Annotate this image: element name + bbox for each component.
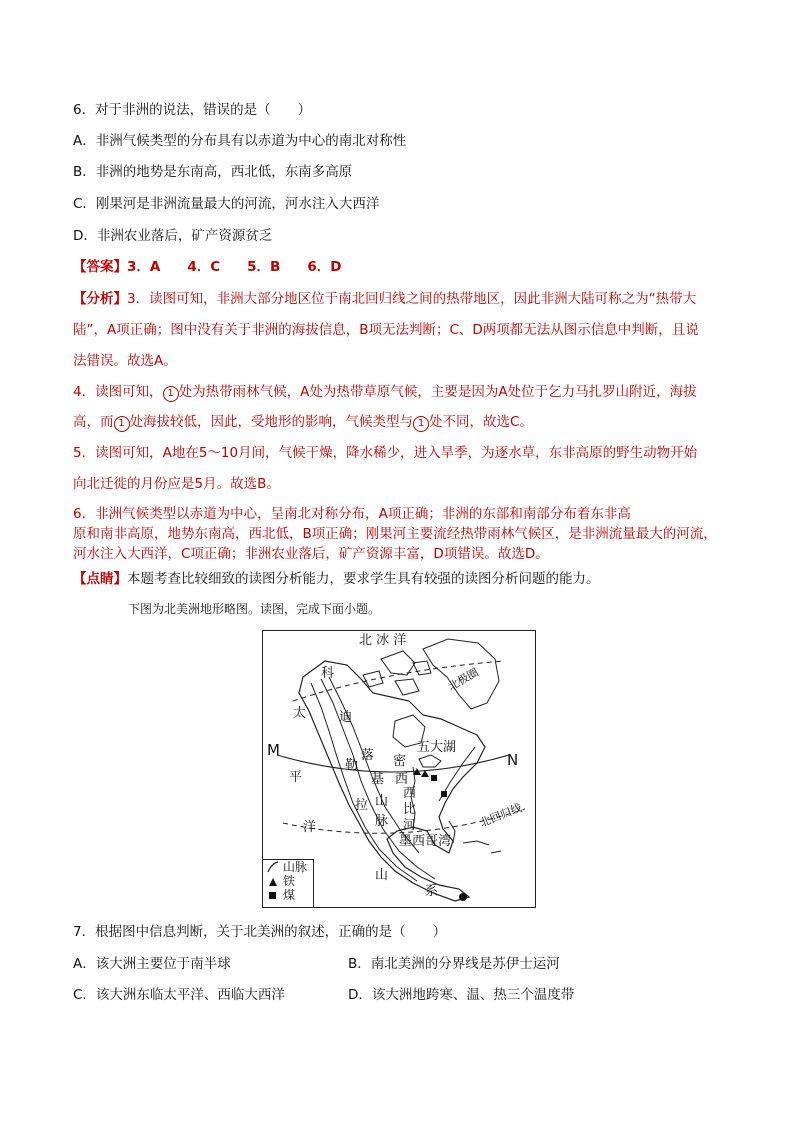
- great-lakes-shape: [419, 755, 441, 767]
- label-pacific-2: 平: [289, 770, 303, 785]
- arctic-islands-outline: [363, 651, 431, 695]
- q6-stem: 6．对于非洲的说法，错误的是（ ）: [73, 102, 312, 118]
- answer-text: 3．A 4．C 5．B 6．D: [127, 259, 342, 275]
- q7-option-c: C．该大洲东临太平洋、西临大西洋: [73, 987, 285, 1003]
- q6-option-d: D．非洲农业落后，矿产资源贫乏: [73, 228, 273, 244]
- label-arctic-circle: 北极圈: [445, 665, 481, 694]
- legend-iron: [263, 874, 313, 888]
- analysis-p6-l3: 河水注入大西洋，C项正确；非洲农业落后，矿产资源丰富，D项错误。故选D。: [73, 546, 549, 562]
- analysis-p3-l2: 陆”，A项正确；图中没有关于非洲的海拔信息，B项无法判断；C、D两项都无法从图示信息中判断，且说: [73, 322, 699, 338]
- north-america-terrain-map: [262, 630, 536, 908]
- legend-coal-label: 煤: [283, 888, 296, 902]
- label-mai: 脉: [375, 814, 389, 829]
- label-bi: 比: [403, 802, 417, 817]
- analysis-p4-l1: [73, 382, 697, 402]
- q7-stem: 7．根据图中信息判断，关于北美洲的叙述，正确的是（ ）: [73, 924, 447, 940]
- q7-option-d: D．该大洲地跨寒、温、热三个温度带: [348, 987, 575, 1003]
- mountain-icon: [266, 861, 280, 873]
- label-xi-1: 西: [395, 772, 409, 787]
- circled-number-marker: 1: [413, 416, 429, 432]
- label-ji: 基: [371, 772, 385, 787]
- map-legend: [263, 859, 314, 907]
- label-le: 勒: [345, 758, 359, 773]
- legend-iron-label: 铁: [283, 874, 296, 888]
- square-icon: [268, 891, 282, 903]
- q6-option-a: A．非洲气候类型的分布具有以赤道为中心的南北对称性: [73, 133, 407, 149]
- coal-marker: [459, 893, 467, 901]
- label-di: 迪: [339, 710, 353, 725]
- circled-number-marker: 1: [114, 416, 130, 432]
- label-la: 拉: [355, 798, 369, 813]
- analysis-p6-l1: 6．非洲气候类型以赤道为中心，呈南北对称分布，A项正确；非洲的东部和南部分布着东非高: [73, 506, 631, 522]
- label-pacific-1: 太: [293, 706, 307, 721]
- q6-option-b: B．非洲的地势是东南高，西北低，东南多高原: [73, 164, 353, 180]
- label-shan-2: 山: [375, 868, 389, 883]
- caribbean-islands: [463, 841, 501, 853]
- answer-line: [73, 257, 341, 277]
- analysis-p4-l1a: 4．读图可知，: [73, 384, 163, 400]
- coal-marker: [441, 791, 447, 797]
- analysis-p4-l2a: 高，而: [73, 414, 114, 430]
- label-shan-1: 山: [375, 794, 389, 809]
- comment-tag: 【点睛】: [73, 571, 127, 587]
- label-xi-2: 西: [403, 786, 417, 801]
- comment-line: [73, 569, 600, 589]
- label-arctic-ocean: 北 冰 洋: [359, 633, 407, 648]
- label-ke: 科: [321, 666, 335, 681]
- map-caption: 下图为北美洲地形略图。读图，完成下面小题。: [128, 602, 381, 616]
- analysis-p3-l1: 3．读图可知，非洲大部分地区位于南北回归线之间的热带地区，因此非洲大陆可称之为“热带大: [127, 291, 697, 307]
- analysis-p5-l1: 5．读图可知，A地在5～10月间，气候干燥，降水稀少，进入旱季，为逐水草，东非高原的野生动物开始: [73, 445, 698, 461]
- continent-outline: [299, 661, 485, 901]
- analysis-p4-l2: [73, 412, 533, 432]
- analysis-line-1: [73, 289, 696, 309]
- q6-option-c: C．刚果河是非洲流量最大的河流，河水注入大西洋: [73, 196, 380, 212]
- comment-text: 本题考查比较细致的读图分析能力，要求学生具有较强的读图分析问题的能力。: [127, 571, 600, 587]
- coal-marker: [431, 775, 437, 781]
- label-mi: 密: [393, 754, 407, 769]
- answer-tag: 【答案】: [73, 259, 127, 275]
- legend-mountain-label: 山脉: [283, 860, 308, 874]
- analysis-p3-l3: 法错误。故选A。: [73, 353, 177, 369]
- circled-number-marker: 1: [163, 386, 179, 402]
- label-he: 河: [403, 818, 417, 833]
- label-pacific-3: 洋: [303, 820, 317, 835]
- label-xi-3: 系: [425, 884, 439, 899]
- analysis-p4-l1b: 处为热带雨林气候，A处为热带草原气候，主要是因为A处位于乞力马扎罗山附近，海拔: [178, 384, 697, 400]
- label-tropic-of-cancer: 北回归线: [477, 801, 524, 830]
- analysis-p6-l2: 原和南非高原，地势东南高，西北低，B项正确；刚果河主要流经热带雨林气候区，是非洲流量最大的河流，: [73, 526, 717, 542]
- q7-option-b: B．南北美洲的分界线是苏伊士运河: [348, 956, 560, 972]
- legend-coal: [263, 888, 313, 902]
- triangle-icon: [268, 876, 282, 888]
- legend-mountain: [263, 860, 313, 874]
- analysis-tag: 【分析】: [73, 291, 127, 307]
- label-great-lakes: 五大湖: [417, 740, 457, 755]
- label-N: N: [507, 751, 519, 769]
- analysis-p4-l2b: 处海拔较低，因此，受地形的影响，气候类型与: [129, 414, 413, 430]
- analysis-p4-l2c: 处不同，故选C。: [429, 414, 533, 430]
- label-luo: 落: [361, 748, 375, 763]
- q7-option-a: A．该大洲主要位于南半球: [73, 956, 231, 972]
- label-gulf-of-mexico: 墨西哥湾: [399, 834, 452, 849]
- label-M: M: [267, 741, 280, 759]
- analysis-p5-l2: 向北迁徙的月份应是5月。故选B。: [73, 476, 280, 492]
